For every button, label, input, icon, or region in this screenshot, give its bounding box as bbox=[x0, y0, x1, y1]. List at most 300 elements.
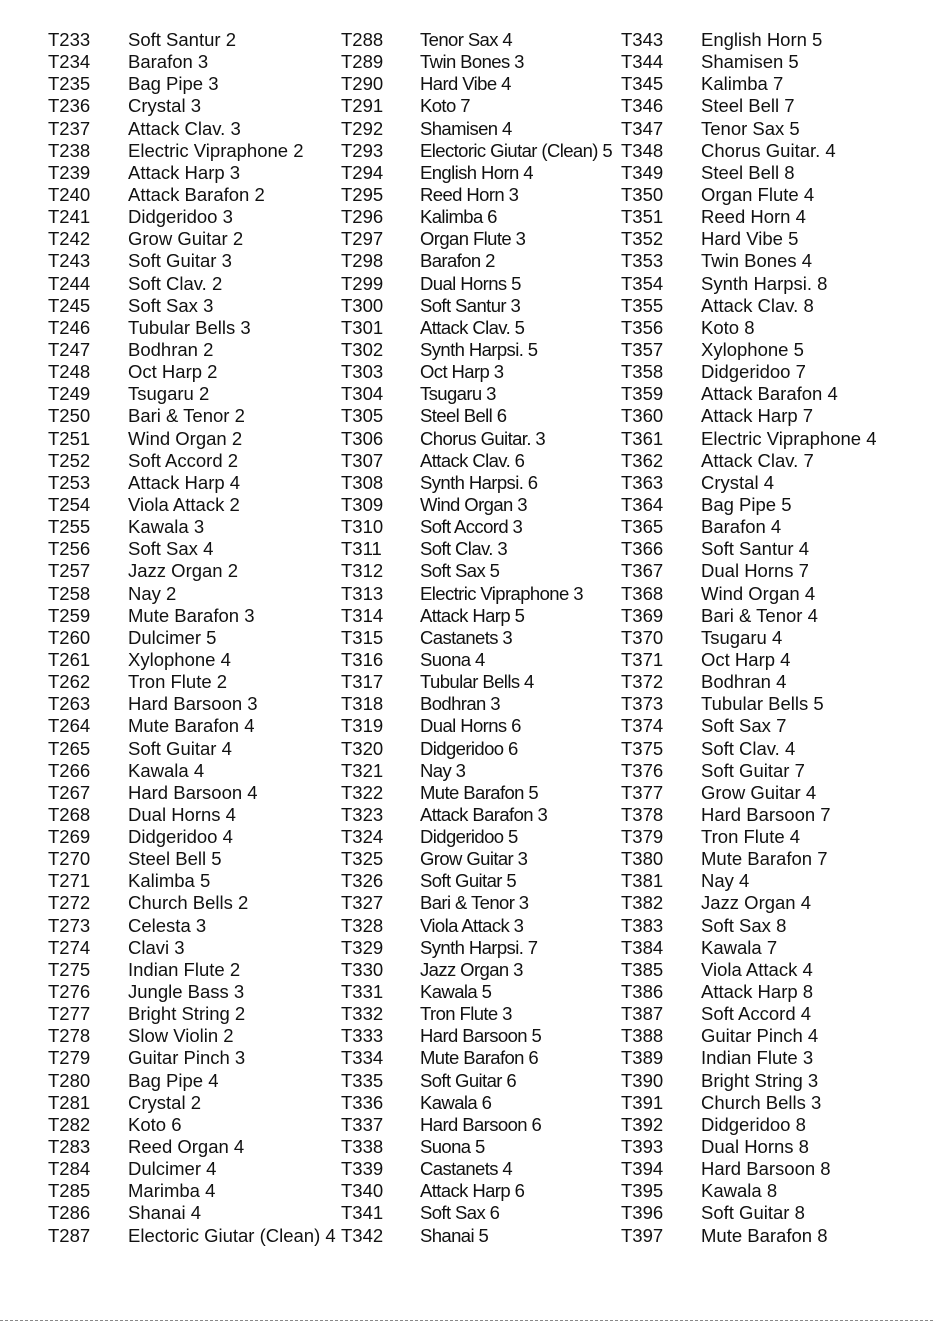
tone-name: Wind Organ 4 bbox=[701, 582, 816, 604]
tone-name: Soft Guitar 3 bbox=[128, 250, 232, 272]
tone-name: Soft Guitar 4 bbox=[128, 737, 232, 759]
tone-name: Bright String 2 bbox=[128, 1003, 246, 1025]
tone-name: Dual Horns 4 bbox=[128, 803, 236, 825]
tone-code: T344 bbox=[621, 51, 664, 73]
tone-name: Steel Bell 6 bbox=[420, 405, 507, 427]
tone-name: Kawala 7 bbox=[701, 936, 778, 958]
tone-name: Kalimba 7 bbox=[701, 73, 784, 95]
tone-code: T297 bbox=[341, 228, 384, 250]
tone-code: T243 bbox=[48, 250, 91, 272]
tone-name: Attack Barafon 3 bbox=[420, 803, 548, 825]
tone-code: T249 bbox=[48, 383, 91, 405]
tone-name: Attack Barafon 2 bbox=[128, 183, 265, 205]
tone-code: T338 bbox=[341, 1136, 384, 1158]
tone-name: Tubular Bells 3 bbox=[128, 316, 251, 338]
tone-name: Tsugaru 2 bbox=[128, 383, 210, 405]
tone-code: T386 bbox=[621, 981, 664, 1003]
tone-code: T394 bbox=[621, 1158, 664, 1180]
tone-name: Kawala 8 bbox=[701, 1180, 778, 1202]
tone-name: Castanets 3 bbox=[420, 626, 513, 648]
tone-code: T367 bbox=[621, 560, 664, 582]
tone-code: T240 bbox=[48, 183, 91, 205]
tone-code: T389 bbox=[621, 1047, 664, 1069]
tone-name: Nay 4 bbox=[701, 870, 750, 892]
tone-code: T322 bbox=[341, 781, 384, 803]
tone-code: T372 bbox=[621, 671, 664, 693]
tone-name: Oct Harp 2 bbox=[128, 361, 218, 383]
tone-code: T377 bbox=[621, 781, 664, 803]
tone-code: T392 bbox=[621, 1113, 664, 1135]
tone-name: Hard Barsoon 7 bbox=[701, 803, 831, 825]
tone-code: T310 bbox=[341, 516, 384, 538]
tone-code: T387 bbox=[621, 1003, 664, 1025]
tone-name: Soft Santur 3 bbox=[420, 294, 521, 316]
tone-name: Kalimba 6 bbox=[420, 206, 497, 228]
tone-name: Attack Harp 8 bbox=[701, 981, 814, 1003]
tone-code: T270 bbox=[48, 848, 91, 870]
tone-code: T303 bbox=[341, 361, 384, 383]
tone-code: T370 bbox=[621, 626, 664, 648]
tone-name: Shanai 5 bbox=[420, 1224, 489, 1246]
tone-code: T361 bbox=[621, 427, 664, 449]
tone-code: T383 bbox=[621, 914, 664, 936]
tone-name: Mute Barafon 7 bbox=[701, 848, 828, 870]
tone-code: T342 bbox=[341, 1224, 384, 1246]
tone-code: T250 bbox=[48, 405, 91, 427]
tone-name: Attack Harp 5 bbox=[420, 604, 525, 626]
tone-name: Barafon 3 bbox=[128, 51, 209, 73]
tone-code: T393 bbox=[621, 1136, 664, 1158]
tone-code: T282 bbox=[48, 1113, 91, 1135]
tone-name: Bright String 3 bbox=[701, 1069, 819, 1091]
tone-name: Oct Harp 3 bbox=[420, 361, 504, 383]
tone-name: Soft Accord 2 bbox=[128, 449, 239, 471]
tone-name: Reed Horn 3 bbox=[420, 183, 519, 205]
tone-code: T306 bbox=[341, 427, 384, 449]
tone-code: T241 bbox=[48, 206, 91, 228]
tone-name: Electoric Giutar (Clean) 5 bbox=[420, 139, 613, 161]
tone-code: T366 bbox=[621, 538, 664, 560]
tone-code: T266 bbox=[48, 759, 91, 781]
page-bottom-rule bbox=[0, 1320, 933, 1322]
tone-name: Crystal 3 bbox=[128, 95, 201, 117]
tone-code: T234 bbox=[48, 51, 91, 73]
tone-code: T318 bbox=[341, 693, 384, 715]
tone-code: T296 bbox=[341, 206, 384, 228]
tone-name: Hard Barsoon 6 bbox=[420, 1113, 542, 1135]
tone-name: Castanets 4 bbox=[420, 1158, 513, 1180]
tone-name: Didgeridoo 3 bbox=[128, 206, 233, 228]
tone-name: Tubular Bells 5 bbox=[701, 693, 824, 715]
tone-code: T246 bbox=[48, 316, 91, 338]
tone-code: T293 bbox=[341, 139, 384, 161]
tone-code: T341 bbox=[341, 1202, 384, 1224]
tone-code: T384 bbox=[621, 936, 664, 958]
tone-code: T317 bbox=[341, 671, 384, 693]
tone-name: Barafon 2 bbox=[420, 250, 495, 272]
tone-code: T329 bbox=[341, 936, 384, 958]
tone-code: T253 bbox=[48, 471, 91, 493]
tone-name: Dual Horns 5 bbox=[420, 272, 521, 294]
tone-code: T352 bbox=[621, 228, 664, 250]
tone-name: Electoric Giutar (Clean) 4 bbox=[128, 1224, 336, 1246]
tone-code: T320 bbox=[341, 737, 384, 759]
tone-name: Chorus Guitar. 4 bbox=[701, 139, 836, 161]
tone-name: Attack Clav. 8 bbox=[701, 294, 814, 316]
tone-code: T259 bbox=[48, 604, 91, 626]
tone-name: Shanai 4 bbox=[128, 1202, 202, 1224]
tone-name: Attack Clav. 3 bbox=[128, 117, 241, 139]
tone-name: Dual Horns 8 bbox=[701, 1136, 809, 1158]
tone-name: Organ Flute 4 bbox=[701, 183, 815, 205]
tone-code: T369 bbox=[621, 604, 664, 626]
tone-name: Soft Sax 6 bbox=[420, 1202, 500, 1224]
tone-name: Bari & Tenor 3 bbox=[420, 892, 529, 914]
tone-code: T351 bbox=[621, 206, 664, 228]
tone-code: T396 bbox=[621, 1202, 664, 1224]
tone-code: T358 bbox=[621, 361, 664, 383]
tone-code: T311 bbox=[341, 538, 382, 560]
tone-code: T390 bbox=[621, 1069, 664, 1091]
tone-code: T267 bbox=[48, 781, 91, 803]
tone-code: T374 bbox=[621, 715, 664, 737]
tone-name: Mute Barafon 4 bbox=[128, 715, 255, 737]
tone-code: T265 bbox=[48, 737, 91, 759]
tone-name: Soft Guitar 8 bbox=[701, 1202, 805, 1224]
tone-code: T275 bbox=[48, 958, 91, 980]
tone-name: Synth Harpsi. 7 bbox=[420, 936, 538, 958]
tone-code: T236 bbox=[48, 95, 91, 117]
tone-code: T244 bbox=[48, 272, 91, 294]
tone-name: Soft Clav. 4 bbox=[701, 737, 796, 759]
tone-name: Soft Accord 4 bbox=[701, 1003, 812, 1025]
tone-code: T391 bbox=[621, 1091, 664, 1113]
tone-name: Kawala 3 bbox=[128, 516, 205, 538]
tone-name: Indian Flute 3 bbox=[701, 1047, 814, 1069]
tone-code: T330 bbox=[341, 958, 384, 980]
tone-name: Chorus Guitar. 3 bbox=[420, 427, 546, 449]
tone-name: Crystal 4 bbox=[701, 471, 774, 493]
tone-name: Bag Pipe 4 bbox=[128, 1069, 219, 1091]
tone-name: Tron Flute 4 bbox=[701, 826, 801, 848]
tone-name: Suona 5 bbox=[420, 1136, 485, 1158]
tone-name: Suona 4 bbox=[420, 648, 485, 670]
tone-name: Attack Harp 7 bbox=[701, 405, 814, 427]
tone-name: Soft Guitar 6 bbox=[420, 1069, 517, 1091]
tone-code: T239 bbox=[48, 161, 91, 183]
tone-name: Guitar Pinch 4 bbox=[701, 1025, 819, 1047]
tone-name: Soft Guitar 7 bbox=[701, 759, 805, 781]
tone-code: T371 bbox=[621, 648, 664, 670]
tone-name: Tenor Sax 5 bbox=[701, 117, 800, 139]
tone-name: Attack Clav. 6 bbox=[420, 449, 525, 471]
tone-code: T272 bbox=[48, 892, 91, 914]
tone-name: Jazz Organ 4 bbox=[701, 892, 812, 914]
tone-name: Attack Barafon 4 bbox=[701, 383, 838, 405]
tone-code: T397 bbox=[621, 1224, 664, 1246]
tone-code: T353 bbox=[621, 250, 664, 272]
tone-name: Attack Harp 3 bbox=[128, 161, 241, 183]
tone-name: Twin Bones 4 bbox=[701, 250, 813, 272]
tone-name: Didgeridoo 5 bbox=[420, 826, 518, 848]
tone-code: T336 bbox=[341, 1091, 384, 1113]
tone-code: T245 bbox=[48, 294, 91, 316]
tone-code: T237 bbox=[48, 117, 91, 139]
tone-code: T305 bbox=[341, 405, 384, 427]
tone-code: T325 bbox=[341, 848, 384, 870]
tone-name: Clavi 3 bbox=[128, 936, 185, 958]
tone-name: Wind Organ 3 bbox=[420, 493, 527, 515]
tone-code: T331 bbox=[341, 981, 384, 1003]
tone-code: T238 bbox=[48, 139, 91, 161]
tone-name: Dual Horns 6 bbox=[420, 715, 521, 737]
tone-code: T292 bbox=[341, 117, 384, 139]
tone-name: Tron Flute 2 bbox=[128, 671, 228, 693]
tone-name: Grow Guitar 2 bbox=[128, 228, 244, 250]
tone-name: Soft Sax 4 bbox=[128, 538, 214, 560]
tone-name: Dulcimer 5 bbox=[128, 626, 217, 648]
tone-name: Soft Clav. 3 bbox=[420, 538, 508, 560]
tone-code: T388 bbox=[621, 1025, 664, 1047]
tone-name: Wind Organ 2 bbox=[128, 427, 243, 449]
tone-code: T350 bbox=[621, 183, 664, 205]
tone-code: T312 bbox=[341, 560, 384, 582]
tone-code: T343 bbox=[621, 29, 664, 50]
tone-name: Tsugaru 3 bbox=[420, 383, 496, 405]
tone-code: T301 bbox=[341, 316, 384, 338]
tone-name: Hard Barsoon 4 bbox=[128, 781, 258, 803]
tone-code: T340 bbox=[341, 1180, 384, 1202]
tone-name: Mute Barafon 6 bbox=[420, 1047, 539, 1069]
tone-code: T363 bbox=[621, 471, 664, 493]
tone-code: T327 bbox=[341, 892, 384, 914]
tone-name: Viola Attack 4 bbox=[701, 958, 813, 980]
tone-code: T242 bbox=[48, 228, 91, 250]
tone-code: T328 bbox=[341, 914, 384, 936]
tone-code: T257 bbox=[48, 560, 91, 582]
tone-code: T345 bbox=[621, 73, 664, 95]
tone-code: T289 bbox=[341, 51, 384, 73]
tone-code: T355 bbox=[621, 294, 664, 316]
tone-name: Viola Attack 2 bbox=[128, 493, 240, 515]
tone-name: Soft Guitar 5 bbox=[420, 870, 517, 892]
tone-name: Marimba 4 bbox=[128, 1180, 216, 1202]
tone-code: T378 bbox=[621, 803, 664, 825]
tone-code: T284 bbox=[48, 1158, 91, 1180]
tone-name: English Horn 5 bbox=[701, 29, 823, 50]
tone-name: Grow Guitar 3 bbox=[420, 848, 528, 870]
tone-name: Didgeridoo 7 bbox=[701, 361, 806, 383]
tone-code: T251 bbox=[48, 427, 91, 449]
tone-name: Synth Harpsi. 5 bbox=[420, 338, 538, 360]
tone-name: Jungle Bass 3 bbox=[128, 981, 245, 1003]
tone-name: Reed Horn 4 bbox=[701, 206, 806, 228]
tone-code: T326 bbox=[341, 870, 384, 892]
tone-code: T252 bbox=[48, 449, 91, 471]
tone-code: T247 bbox=[48, 338, 91, 360]
tone-code: T283 bbox=[48, 1136, 91, 1158]
tone-name: Didgeridoo 4 bbox=[128, 826, 233, 848]
tone-code: T385 bbox=[621, 958, 664, 980]
tone-code: T258 bbox=[48, 582, 91, 604]
tone-name: Didgeridoo 8 bbox=[701, 1113, 806, 1135]
tone-name: Electric Vipraphone 2 bbox=[128, 139, 304, 161]
tone-code: T307 bbox=[341, 449, 384, 471]
tone-name: Soft Sax 7 bbox=[701, 715, 787, 737]
tone-code: T264 bbox=[48, 715, 91, 737]
tone-code: T337 bbox=[341, 1113, 384, 1135]
tone-name: Bari & Tenor 2 bbox=[128, 405, 245, 427]
tone-name: Kawala 6 bbox=[420, 1091, 492, 1113]
tone-name: Dual Horns 7 bbox=[701, 560, 809, 582]
tone-code: T380 bbox=[621, 848, 664, 870]
tone-name: Kalimba 5 bbox=[128, 870, 211, 892]
tone-code: T298 bbox=[341, 250, 384, 272]
tone-code: T260 bbox=[48, 626, 91, 648]
tone-name: Synth Harpsi. 8 bbox=[701, 272, 828, 294]
tone-code: T262 bbox=[48, 671, 91, 693]
tone-name: Steel Bell 5 bbox=[128, 848, 222, 870]
tone-name: Tsugaru 4 bbox=[701, 626, 783, 648]
tone-code: T335 bbox=[341, 1069, 384, 1091]
tone-code: T235 bbox=[48, 73, 91, 95]
tone-name: Attack Harp 4 bbox=[128, 471, 241, 493]
tone-code: T255 bbox=[48, 516, 91, 538]
tone-name: Xylophone 5 bbox=[701, 338, 804, 360]
tone-code: T279 bbox=[48, 1047, 91, 1069]
tone-name: Electric Vipraphone 4 bbox=[701, 427, 877, 449]
tone-code: T319 bbox=[341, 715, 384, 737]
tone-code: T357 bbox=[621, 338, 664, 360]
tone-name: Synth Harpsi. 6 bbox=[420, 471, 538, 493]
tone-name: Shamisen 5 bbox=[701, 51, 799, 73]
tone-code: T278 bbox=[48, 1025, 91, 1047]
tone-name: Hard Barsoon 5 bbox=[420, 1025, 542, 1047]
tone-code: T286 bbox=[48, 1202, 91, 1224]
tone-name: Soft Sax 5 bbox=[420, 560, 500, 582]
tone-name: Soft Sax 3 bbox=[128, 294, 214, 316]
tone-name: Jazz Organ 2 bbox=[128, 560, 239, 582]
tone-code: T368 bbox=[621, 582, 664, 604]
tone-code: T365 bbox=[621, 516, 664, 538]
tone-code: T254 bbox=[48, 493, 91, 515]
tone-code: T364 bbox=[621, 493, 664, 515]
tone-code: T373 bbox=[621, 693, 664, 715]
tone-code: T379 bbox=[621, 826, 664, 848]
tone-name: English Horn 4 bbox=[420, 161, 533, 183]
tone-name: Organ Flute 3 bbox=[420, 228, 526, 250]
tone-code: T285 bbox=[48, 1180, 91, 1202]
tone-code: T375 bbox=[621, 737, 664, 759]
tone-name: Bari & Tenor 4 bbox=[701, 604, 818, 626]
tone-code: T314 bbox=[341, 604, 384, 626]
tone-name: Kawala 4 bbox=[128, 759, 205, 781]
tone-name: Tenor Sax 4 bbox=[420, 29, 513, 50]
tone-code: T256 bbox=[48, 538, 91, 560]
tone-name: Oct Harp 4 bbox=[701, 648, 791, 670]
tone-code: T269 bbox=[48, 826, 91, 848]
tone-name: Church Bells 2 bbox=[128, 892, 249, 914]
tone-name: Mute Barafon 5 bbox=[420, 781, 539, 803]
tone-name: Bag Pipe 5 bbox=[701, 493, 792, 515]
tone-code: T381 bbox=[621, 870, 664, 892]
tone-code: T263 bbox=[48, 693, 91, 715]
tone-code: T308 bbox=[341, 471, 384, 493]
tone-code: T349 bbox=[621, 161, 664, 183]
tone-name: Jazz Organ 3 bbox=[420, 958, 523, 980]
tone-code: T333 bbox=[341, 1025, 384, 1047]
tone-code: T302 bbox=[341, 338, 384, 360]
tone-code: T313 bbox=[341, 582, 384, 604]
tone-name: Steel Bell 8 bbox=[701, 161, 795, 183]
tone-code: T300 bbox=[341, 294, 384, 316]
tone-name: Hard Vibe 5 bbox=[701, 228, 799, 250]
tone-code: T315 bbox=[341, 626, 384, 648]
tone-name: Bodhran 2 bbox=[128, 338, 214, 360]
tone-code: T304 bbox=[341, 383, 384, 405]
tone-code: T271 bbox=[48, 870, 91, 892]
tone-code: T334 bbox=[341, 1047, 384, 1069]
tone-code: T321 bbox=[341, 759, 384, 781]
tone-name: Attack Clav. 5 bbox=[420, 316, 525, 338]
tone-code: T347 bbox=[621, 117, 664, 139]
tone-name: Soft Sax 8 bbox=[701, 914, 787, 936]
tone-code: T359 bbox=[621, 383, 664, 405]
tone-code: T348 bbox=[621, 139, 664, 161]
tone-code: T339 bbox=[341, 1158, 384, 1180]
tone-code: T332 bbox=[341, 1003, 384, 1025]
tone-code: T287 bbox=[48, 1224, 91, 1246]
tone-code: T299 bbox=[341, 272, 384, 294]
tone-name: Bodhran 3 bbox=[420, 693, 500, 715]
tone-name: Guitar Pinch 3 bbox=[128, 1047, 246, 1069]
tone-name: Soft Clav. 2 bbox=[128, 272, 223, 294]
tone-name: Dulcimer 4 bbox=[128, 1158, 217, 1180]
tone-code: T274 bbox=[48, 936, 91, 958]
tone-code: T346 bbox=[621, 95, 664, 117]
tone-name: Shamisen 4 bbox=[420, 117, 512, 139]
tone-name: Indian Flute 2 bbox=[128, 958, 241, 980]
tone-name: Slow Violin 2 bbox=[128, 1025, 234, 1047]
tone-code: T324 bbox=[341, 826, 384, 848]
tone-code: T354 bbox=[621, 272, 664, 294]
tone-name: Koto 8 bbox=[701, 316, 755, 338]
tone-name: Hard Barsoon 3 bbox=[128, 693, 258, 715]
tone-name: Celesta 3 bbox=[128, 914, 207, 936]
tone-code: T281 bbox=[48, 1091, 91, 1113]
tone-code: T277 bbox=[48, 1003, 91, 1025]
tone-code: T356 bbox=[621, 316, 664, 338]
tone-name: Electric Vipraphone 3 bbox=[420, 582, 583, 604]
tone-code: T360 bbox=[621, 405, 664, 427]
tone-name: Nay 3 bbox=[420, 759, 466, 781]
tone-name: Steel Bell 7 bbox=[701, 95, 795, 117]
tone-code: T291 bbox=[341, 95, 384, 117]
tone-name: Barafon 4 bbox=[701, 516, 782, 538]
tone-code: T276 bbox=[48, 981, 91, 1003]
tone-name: Twin Bones 3 bbox=[420, 51, 524, 73]
tone-name: Mute Barafon 8 bbox=[701, 1224, 828, 1246]
tone-name: Soft Santur 4 bbox=[701, 538, 809, 560]
tone-name: Reed Organ 4 bbox=[128, 1136, 245, 1158]
tone-code: T323 bbox=[341, 803, 384, 825]
tone-name: Attack Clav. 7 bbox=[701, 449, 814, 471]
tone-name: Soft Accord 3 bbox=[420, 516, 523, 538]
tone-name: Hard Vibe 4 bbox=[420, 73, 511, 95]
tone-code: T376 bbox=[621, 759, 664, 781]
tone-code: T248 bbox=[48, 361, 91, 383]
tone-code: T280 bbox=[48, 1069, 91, 1091]
